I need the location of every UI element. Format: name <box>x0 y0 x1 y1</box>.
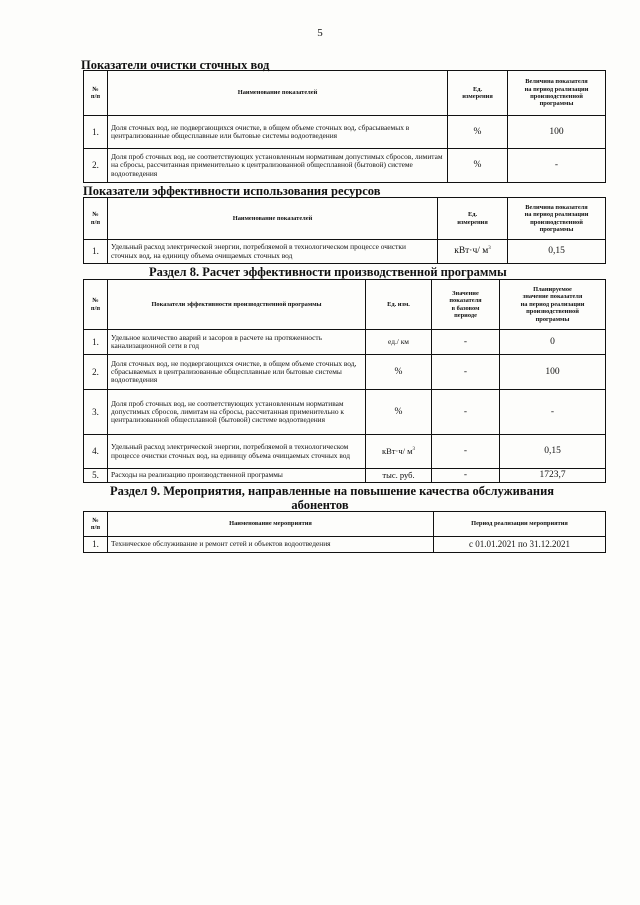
row-base: - <box>432 355 500 390</box>
row-period: с 01.01.2021 по 31.12.2021 <box>434 537 606 553</box>
row-name: Удельное количество аварий и засоров в расчете на протяженность канализационной сети в год <box>108 330 366 355</box>
header-period: Период реализации мероприятия <box>434 512 606 537</box>
table-header-row <box>84 71 606 116</box>
page-number: 5 <box>317 27 323 39</box>
treatment-indicators-table <box>83 70 606 183</box>
row-unit: ед./ км <box>366 330 432 355</box>
resource-efficiency-table <box>83 197 606 264</box>
table-header-row <box>84 512 606 537</box>
table-row <box>84 240 606 264</box>
row-base: - <box>432 390 500 435</box>
header-base: Значение показателя в базовом периоде <box>432 280 500 330</box>
table-row <box>84 469 606 483</box>
section-9-table <box>83 511 606 553</box>
header-num: № п/п <box>84 512 108 537</box>
row-unit: % <box>366 355 432 390</box>
row-num: 1. <box>84 240 108 264</box>
row-name: Доля проб сточных вод, не соответствующих установленным нормативам допустимых сбросов, лимитам на сбросы, рассчитанная применительно к централизованной общесплавной (бытовой) системе водоотведения <box>108 149 448 183</box>
row-name: Доля проб сточных вод, не соответствующих установленным нормативам допустимых сбросов, лимитам на сбросы, рассчитанная применительно к централизованной общесплавной (бытовой) системе водоотведения <box>108 390 366 435</box>
row-unit: % <box>366 390 432 435</box>
row-planned: 1723,7 <box>500 469 606 483</box>
row-planned: 0 <box>500 330 606 355</box>
section-8-table <box>83 279 606 483</box>
heading-section-8: Раздел 8. Расчет эффективности производственной программы <box>149 265 507 279</box>
row-base: - <box>432 330 500 355</box>
row-name: Доля сточных вод, не подвергающихся очистке, в общем объеме сточных вод, сбрасываемых в централизованные общесплавные или бытовые системы водоотведения <box>108 355 366 390</box>
heading-section-9-line1: Раздел 9. Мероприятия, направленные на повышение качества обслуживания <box>110 484 555 498</box>
row-unit: % <box>448 116 508 149</box>
row-num: 4. <box>84 435 108 469</box>
row-planned: 0,15 <box>500 435 606 469</box>
row-num: 1. <box>84 116 108 149</box>
row-num: 1. <box>84 330 108 355</box>
row-name: Техническое обслуживание и ремонт сетей и объектов водоотведения <box>108 537 434 553</box>
row-base: - <box>432 469 500 483</box>
row-num: 5. <box>84 469 108 483</box>
header-num: № п/п <box>84 198 108 240</box>
header-unit: Ед. измерения <box>438 198 508 240</box>
row-num: 1. <box>84 537 108 553</box>
header-name: Показатели эффективности производственной программы <box>108 280 366 330</box>
row-name: Расходы на реализацию производственной программы <box>108 469 366 483</box>
row-name: Удельный расход электрической энергии, потребляемой в технологическом процессе очистки сточных вод, на единицу объема очищаемых сточных вод <box>108 240 438 264</box>
row-value: - <box>508 149 606 183</box>
row-num: 2. <box>84 355 108 390</box>
heading-treatment-indicators: Показатели очистки сточных вод <box>81 58 270 72</box>
table-row <box>84 355 606 390</box>
row-unit: тыс. руб. <box>366 469 432 483</box>
row-name: Удельный расход электрической энергии, потребляемой в технологическом процессе очистки сточных вод, на единицу объема очищаемых сточных вод <box>108 435 366 469</box>
row-unit: кВт·ч/ $м^3$ <box>366 435 432 469</box>
row-num: 2. <box>84 149 108 183</box>
header-num: № п/п <box>84 71 108 116</box>
row-planned: 100 <box>500 355 606 390</box>
table-row <box>84 330 606 355</box>
header-planned: Планируемое значение показателя на период реализации производственной программы <box>500 280 606 330</box>
header-name: Наименование показателей <box>108 198 438 240</box>
table-row <box>84 537 606 553</box>
header-value: Величина показателя на период реализации производственной программы <box>508 198 606 240</box>
header-unit: Ед. измерения <box>448 71 508 116</box>
table-header-row <box>84 280 606 330</box>
heading-section-9-line2: абонентов <box>291 498 349 512</box>
row-unit: % <box>448 149 508 183</box>
table-header-row <box>84 198 606 240</box>
row-name: Доля сточных вод, не подвергающихся очистке, в общем объеме сточных вод, сбрасываемых в централизованные общесплавные или бытовые системы водоотведения <box>108 116 448 149</box>
header-name: Наименование показателей <box>108 71 448 116</box>
table-row <box>84 390 606 435</box>
header-unit: Ед. изм. <box>366 280 432 330</box>
row-value: 100 <box>508 116 606 149</box>
row-unit: кВт·ч/ $м^3$ <box>438 240 508 264</box>
heading-resource-efficiency: Показатели эффективности использования ресурсов <box>83 184 381 198</box>
table-row <box>84 149 606 183</box>
row-planned: - <box>500 390 606 435</box>
table-row <box>84 435 606 469</box>
row-base: - <box>432 435 500 469</box>
header-name: Наименование мероприятия <box>108 512 434 537</box>
table-row <box>84 116 606 149</box>
header-num: № п/п <box>84 280 108 330</box>
row-value: 0,15 <box>508 240 606 264</box>
row-num: 3. <box>84 390 108 435</box>
header-value: Величина показателя на период реализации производственной программы <box>508 71 606 116</box>
